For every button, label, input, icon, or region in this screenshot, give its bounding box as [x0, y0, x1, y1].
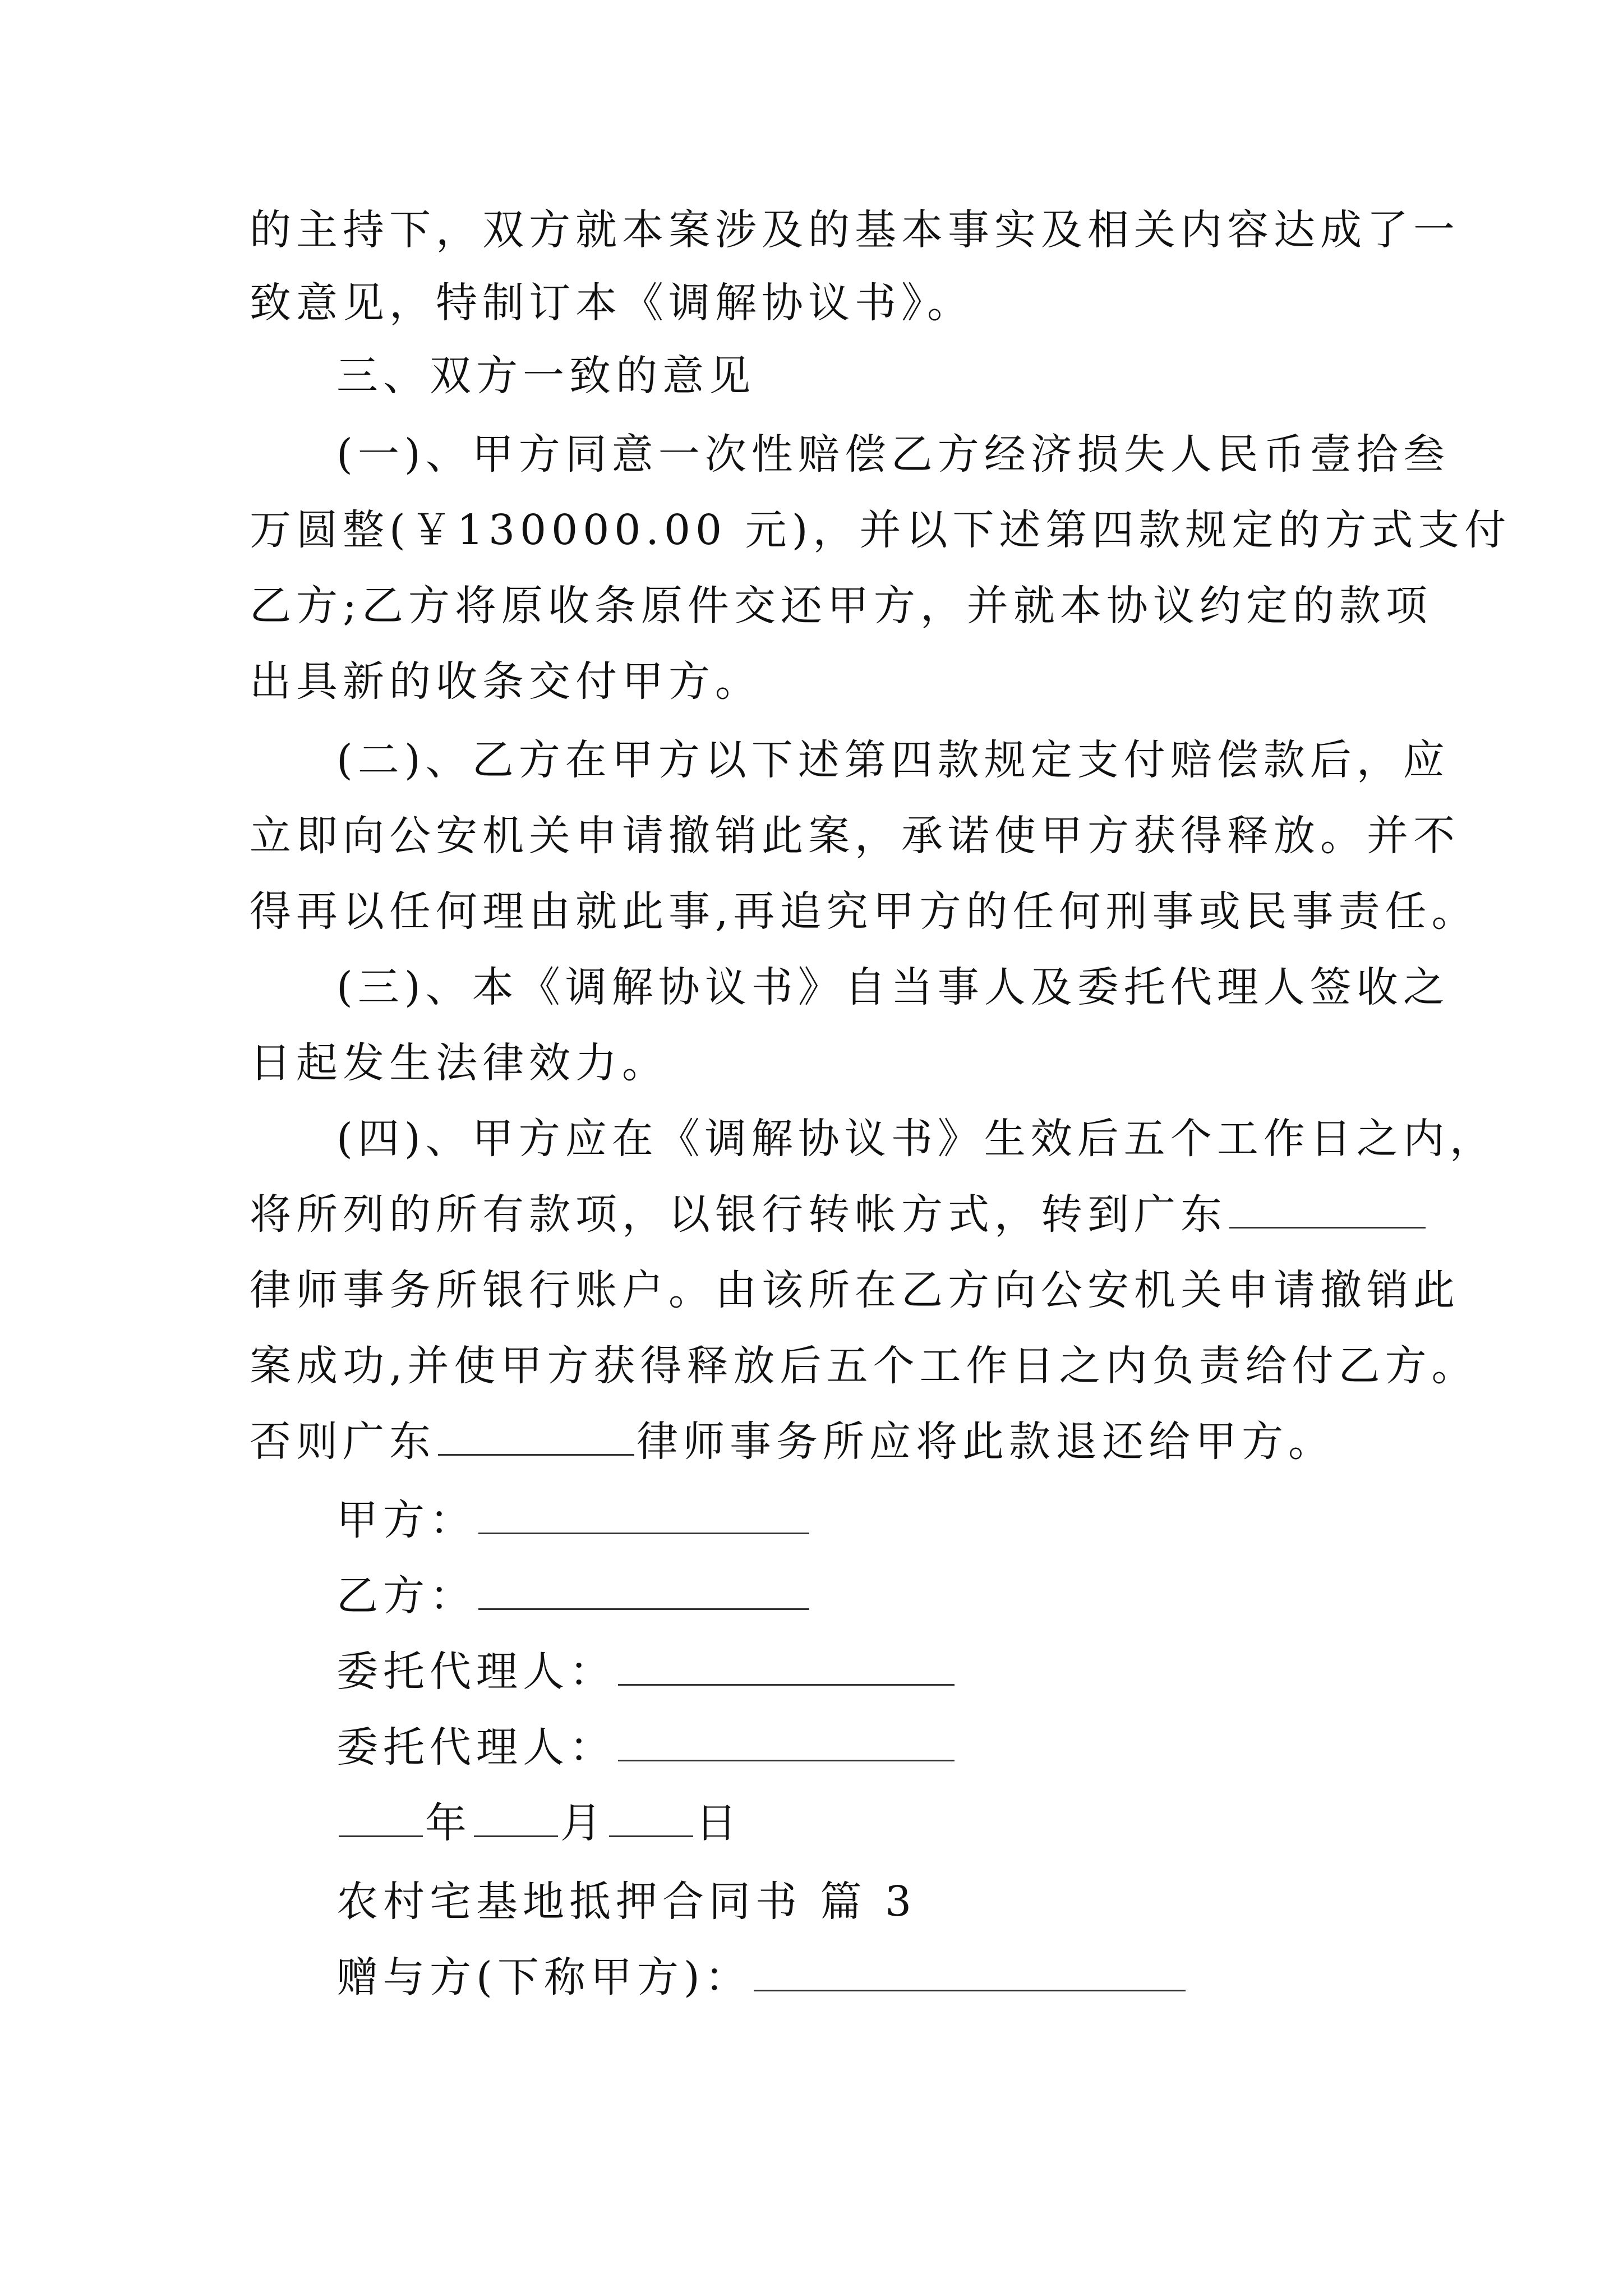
law-firm-name-blank-2[interactable] — [438, 1419, 634, 1456]
clause-1-line-3: 乙方;乙方将原收条原件交还甲方，并就本协议约定的款项 — [250, 582, 1432, 630]
signature-agent-2 — [336, 1722, 957, 1773]
year-label: 年 — [425, 1799, 472, 1847]
clause-3-line-1: (三)、本《调解协议书》自当事人及委托代理人签收之 — [336, 963, 1450, 1011]
agent-2-signature-field[interactable] — [618, 1725, 955, 1761]
agent-1-signature-field[interactable] — [618, 1649, 955, 1686]
month-field[interactable] — [474, 1801, 558, 1837]
agent-2-label: 委托代理人： — [336, 1723, 616, 1772]
clause-2-line-1: (二)、乙方在甲方以下述第四款规定支付赔偿款后，应 — [336, 736, 1450, 784]
clause-1-line-4: 出具新的收条交付甲方。 — [250, 657, 762, 706]
clause-4-line-4: 案成功,并使甲方获得释放后五个工作日之内负责给付乙方。 — [250, 1342, 1478, 1390]
party-b-label: 乙方： — [336, 1572, 476, 1620]
clause-4-line-5-prefix: 否则广东 — [250, 1418, 436, 1466]
month-label: 月 — [560, 1799, 607, 1847]
signature-party-a — [336, 1495, 811, 1545]
party-a-signature-field[interactable] — [478, 1498, 809, 1534]
body-line-2: 致意见，特制订本《调解协议书》。 — [250, 279, 974, 327]
clause-4-line-1: (四)、甲方应在《调解协议书》生效后五个工作日之内， — [336, 1115, 1496, 1163]
clause-4-line-2 — [250, 1189, 1428, 1240]
year-field[interactable] — [339, 1801, 423, 1837]
clause-4-line-2-text: 将所列的所有款项，以银行转帐方式，转到广东 — [250, 1190, 1227, 1239]
day-label: 日 — [695, 1799, 742, 1847]
clause-1-line-1: (一)、甲方同意一次性赔偿乙方经济损失人民币壹拾叁 — [336, 430, 1450, 478]
clause-3-line-2: 日起发生法律效力。 — [250, 1039, 668, 1087]
signature-agent-1 — [336, 1646, 957, 1697]
donor-label: 赠与方(下称甲方)： — [336, 1953, 751, 2001]
party-a-label: 甲方： — [336, 1496, 476, 1544]
law-firm-name-blank-1[interactable] — [1229, 1192, 1426, 1228]
signature-date — [336, 1798, 742, 1848]
donor-name-field[interactable] — [754, 1955, 1186, 1991]
clause-1-line-2: 万圆整(￥130000.00 元)，并以下述第四款规定的方式支付 — [250, 506, 1511, 554]
party-b-signature-field[interactable] — [478, 1573, 809, 1610]
clause-4-line-3: 律师事务所银行账户。由该所在乙方向公安机关申请撤销此 — [250, 1266, 1460, 1314]
clause-2-line-2: 立即向公安机关申请撤销此案，承诺使甲方获得释放。并不 — [250, 812, 1460, 860]
agent-1-label: 委托代理人： — [336, 1648, 616, 1696]
day-field[interactable] — [609, 1801, 693, 1837]
clause-4-line-5-suffix: 律师事务所应将此款退还给甲方。 — [637, 1418, 1335, 1466]
clause-4-line-5 — [250, 1416, 1335, 1467]
clause-2-line-3: 得再以任何理由就此事,再追究甲方的任何刑事或民事责任。 — [250, 887, 1478, 936]
next-section-title: 农村宅基地抵押合同书 篇 3 — [336, 1878, 917, 1926]
body-line-1: 的主持下，双方就本案涉及的基本事实及相关内容达成了一 — [250, 206, 1460, 254]
signature-party-b — [336, 1571, 811, 1621]
donor-line — [336, 1952, 1188, 2003]
section-heading-3: 三、双方一致的意见 — [336, 352, 755, 400]
